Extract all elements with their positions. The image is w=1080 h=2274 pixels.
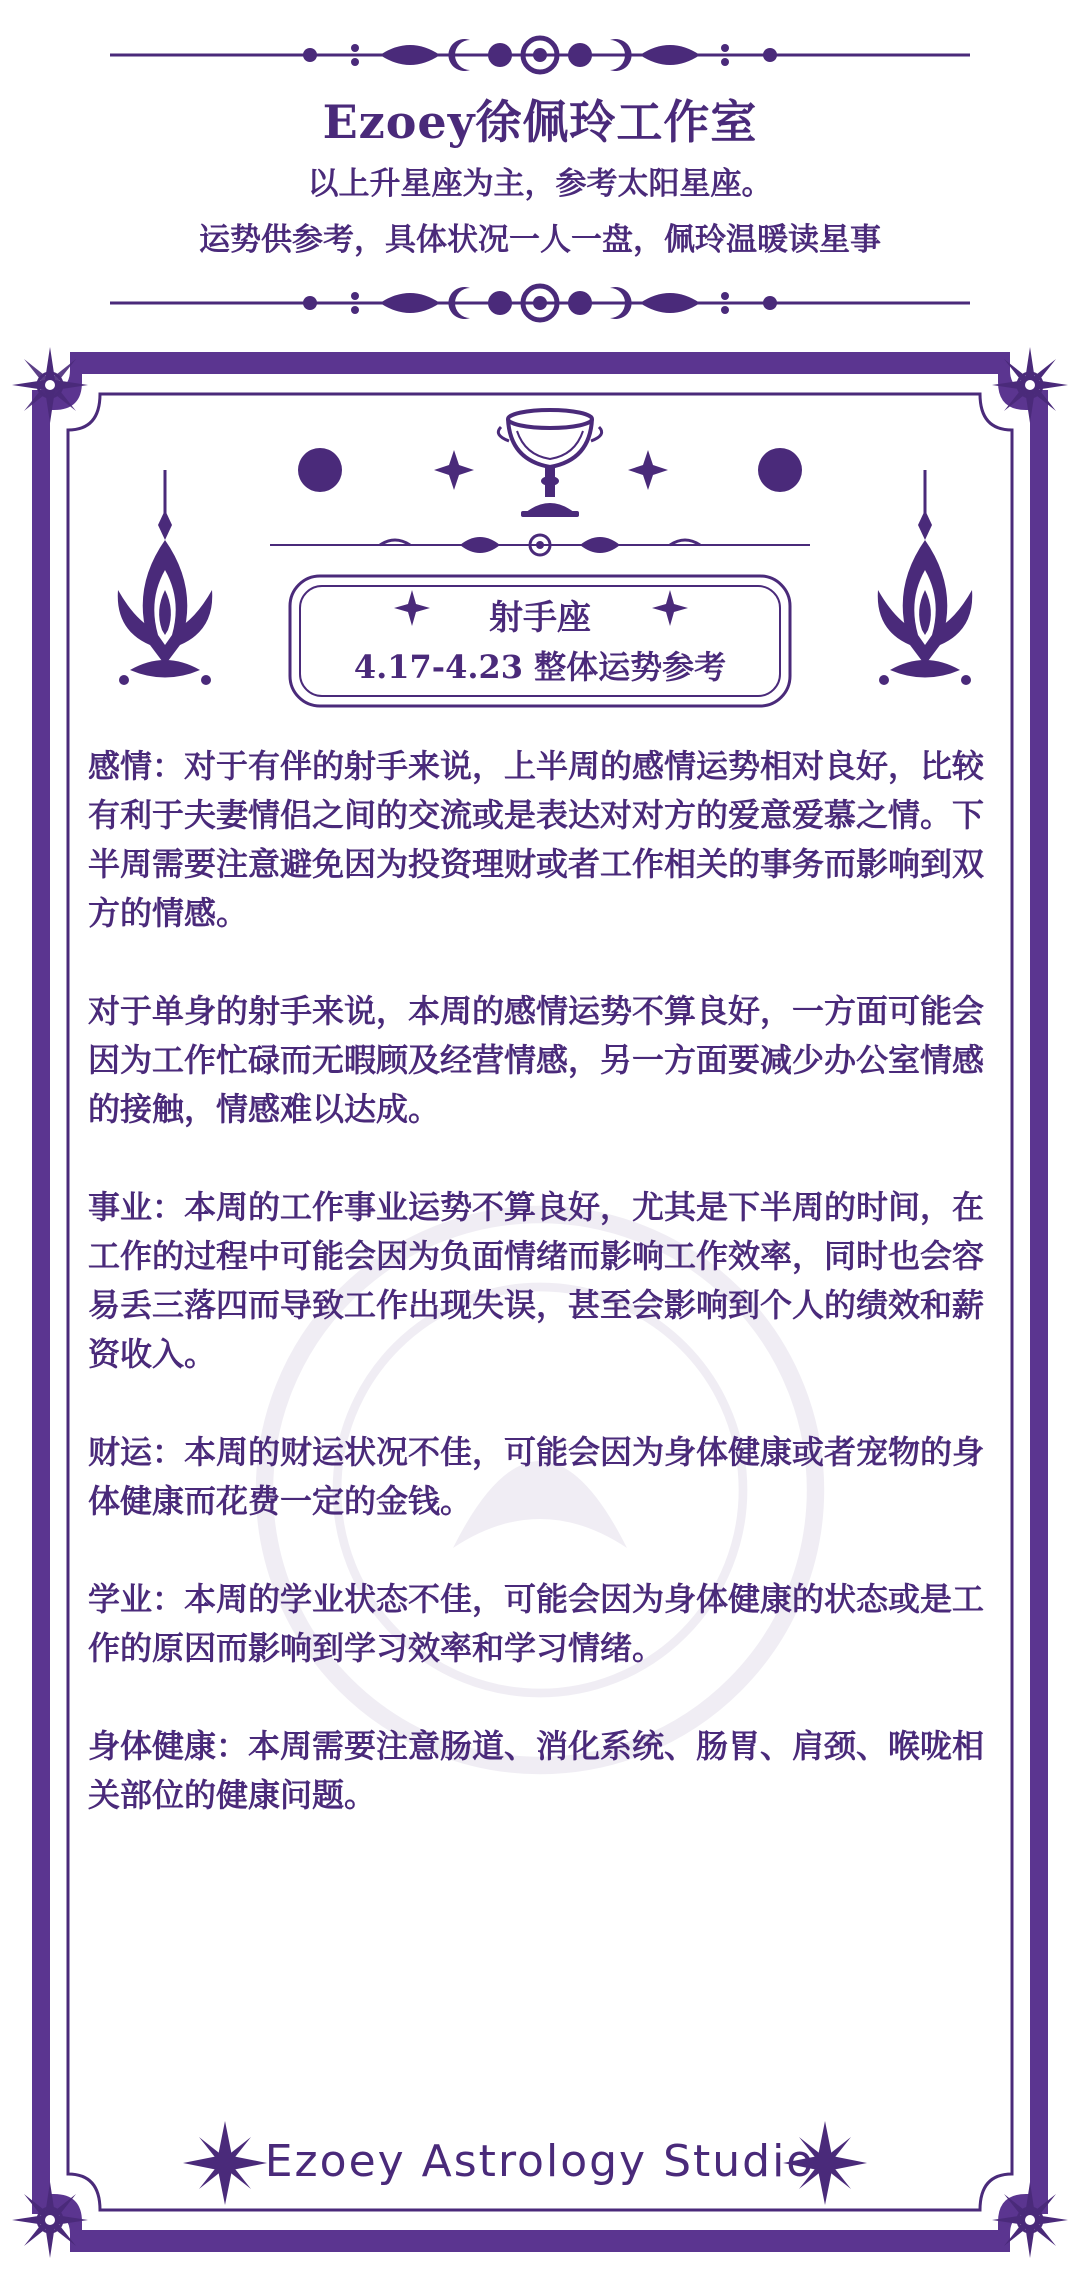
lotus-icon: [110, 470, 220, 710]
footer-studio-name: Ezoey Astrology Studio: [264, 2136, 816, 2187]
section-love-couples: 感情：对于有伴的射手来说，上半周的感情运势相对良好，比较有利于夫妻情侣之间的交流或是表达对对方的爱意爱慕之情。下半周需要注意避免因为投资理财或者工作相关的事务而影响到双方的情感。: [88, 747, 985, 932]
chalice-icon: [495, 405, 605, 525]
studio-title: Ezoey徐佩玲工作室: [322, 95, 758, 149]
section-career: 事业：本周的工作事业运势不算良好，尤其是下半周的时间，在工作的过程中可能会因为负面情绪而影响工作效率，同时也会容易丢三落四而导致工作出现失误，甚至会影响到个人的绩效和薪资收入。: [88, 1188, 985, 1373]
moon-phase-icon: [240, 440, 400, 500]
moon-phase-icon: [700, 440, 860, 500]
compass-star-icon: [10, 345, 90, 425]
subtitle-primary: 以上升星座为主，参考太阳星座。: [307, 166, 773, 202]
header: [0, 0, 1080, 320]
forecast-date-range: 4.17-4.23 整体运势参考: [353, 648, 727, 686]
subtitle-secondary: 运势供参考，具体状况一人一盘，佩玲温暖读星事: [199, 222, 881, 258]
section-health: 身体健康：本周需要注意肠道、消化系统、肠胃、肩颈、喉咙相关部位的健康问题。: [88, 1727, 985, 1814]
compass-star-icon: [990, 2180, 1070, 2260]
zodiac-sign-name: 射手座: [489, 598, 591, 638]
section-love-singles: 对于单身的射手来说，本周的感情运势不算良好，一方面可能会因为工作忙碌而无暇顾及经营情感，另一方面要减少办公室情感的接触，情感难以达成。: [88, 992, 985, 1128]
lotus-icon: [870, 470, 980, 710]
section-wealth: 财运：本周的财运状况不佳，可能会因为身体健康或者宠物的身体健康而花费一定的金钱。: [88, 1433, 985, 1520]
ornament-divider-top: [0, 30, 1080, 80]
scroll-ornament: [260, 525, 820, 565]
forecast-content: [88, 742, 992, 1869]
compass-star-icon: [990, 345, 1070, 425]
section-study: 学业：本周的学业状态不佳，可能会因为身体健康的状态或是工作的原因而影响到学习效率和学习情绪。: [88, 1580, 985, 1667]
sign-plate: [280, 578, 800, 708]
compass-star-icon: [10, 2180, 90, 2260]
ornament-divider-bottom: [0, 278, 1080, 328]
star-icon: [626, 448, 670, 492]
star-icon: [432, 448, 476, 492]
